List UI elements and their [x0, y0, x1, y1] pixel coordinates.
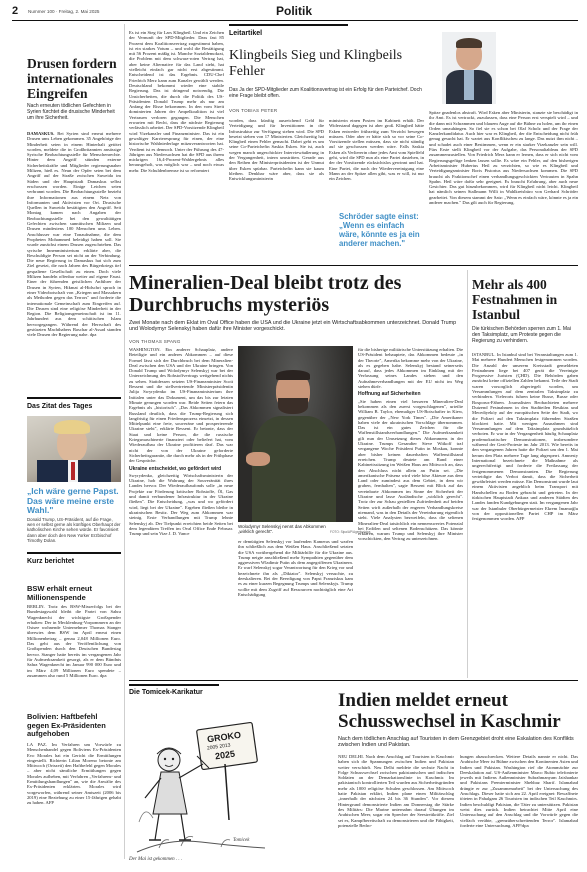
cartoon-svg [129, 702, 269, 854]
cartoon-artist-signature: Tomicek [233, 838, 250, 843]
drusen-teaser: Nach erneuten tödlichen Gefechten in Syrien fürchtet die drusische Minderheit um ihre Sicherheit. [27, 103, 115, 121]
cartoon-sign-bottom: 2025 [214, 748, 236, 762]
page-number: 2 [12, 5, 19, 17]
zitat-bar [27, 397, 121, 399]
column-divider [124, 24, 125, 859]
leitartikel-kicker: Leitartikel [229, 30, 263, 37]
rohstoff-headline: Mineralien-Deal bleibt trotz des Durchbruchs mysteriös [129, 272, 402, 316]
zitat-quote: „Ich wäre gerne Papst. Das wäre meine erste Wahl." [27, 486, 119, 515]
indien-teaser: Nach dem tödlichen Anschlag auf Touristen in dem Grenzgebiet droht eine Eskalation des Konflikts zwischen Indien und Pakistan. [338, 736, 574, 749]
kurz-kicker: Kurz berichtet [27, 558, 75, 565]
istanbul-divider [467, 270, 468, 678]
leitartikel-col-a: worden, dass künftig ausreichend Geld für Verteidigung und für Investitionen in die Infrastruktur zur Verfügung stehen wird. Die SPD besetzt sieben von 17 Ministerien. Gleichzeitig hat Klingbeil einen Fehler gemacht. Dabei geht es um seine Co-Parteichefin Saskia Esken. Sie ist, auch wegen manch ungeschickter Interviewäußerung in der Vergangenheit, intern umstritten. Gerade aus den Reihen der Ministerpräsidenten ist der Unmut über Esken spürbar. Parteichefin kann sie kaum bleiben. Denkbar wäre aber, dass sie als Entwicklungsministerin [229, 118, 324, 182]
selenskyj-caption: Wolodymyr Selenskyj nennt das Abkommen „wirklich gerecht". [238, 524, 326, 535]
drusen-headline: Drusen fordern internationales Eingreifen [27, 56, 117, 101]
leitartikel-teaser: Das Ja der SPD-Mitglieder zum Koalitionsvertrag ist ein Erfolg für den Parteichef. Doch eine Frage bleibt offen. [229, 87, 422, 99]
selenskyj-photo [238, 346, 353, 522]
leitartikel-col-c: Spitze gnadenlos abstraft. Wird Esken aber Ministerin, stanzte sie beschädigt in ihr Amt. Es ist vertrackt, zuzulassen, dass eine Person erst verspielt wird – und die dann mit Schrammen und blauem Auge auf die Bühne zu holen, um ihr einen Orden umzuhängen. So fiel sie es schon bei Olaf Scholz und der Frage der Kanzlerkandidatur. Auch hier war es Klingbeil, der die Entscheidung nicht früh genug gesucht hat. Er wartet aus Konfliktscheu zu lange. Das nutzt ihm nicht – und schadet auch einer Bestimmen, wenn er ein starker Vizekanzler sein will. Fürs Erste stellt Klingbeil vor der Aufgabe, das Personaltableau der SPD zusammenzustellen. Von Friedrich Merz kann er lernen, dass er sich nicht vom Regierungsgefüge lenken lassen sollte. Es wäre ein Fehler, auf den bisherigen Arbeitsminister Hubertus Heil zu verzichten, so wie es Klingbeil und Verteidigungsminister Boris Pistorius aus Niedersachsen kommen. Die SPD braucht als Fraktionschef einen verhandlungsgeschickten Vertrauten in Spahn Spahn. Heil wäre dafür sehr geeignet. Es braucht Erfahrung, aber auch neue Gesichter. Das gut hinzubekommen, wird für Klingbeil nicht leicht. Klingbeil hat nämlich seinen Stallmann Willi in Wahlkreisbüro von Gerhard Schröder gearbeitet. Von diesem stammt der Satz: „Wenn es einfach wäre, könnte es ja ein anderer machen." Das gilt auch für Regierung. [429, 110, 578, 206]
rohstoff-teaser: Zwei Monate nach dem Eklat im Oval Office haben die USA und die Ukraine jetzt ein Wirtschaftsabkommen unterzeichnet. Donald Trump und Wolodymyr Selenskyj haben dafür ihre Minister vorgeschickt. [129, 320, 457, 333]
cartoon-sign-top: GROKO [206, 729, 242, 745]
zitat-attribution: Donald Trump, US-Präsident, auf die Frage, wen er selbst gerne als künftiges Oberhaupt der katholischen Kirche sehen würde. Er favorisiert dann aber doch den New Yorker Erzbischof Timothy Dolan. [27, 517, 121, 543]
leitartikel-headline: Klingbeils Sieg und Klingbeils Fehler [229, 48, 403, 79]
drusen-body: DAMASKUS. Bei Syrien sind erneut mehrere Drusen ums Leben gekommen. 35 Angehörige der Minderheit seien in einem Hinterhalt getötet worden, meldete die in Großbritannien ansässige Syrische Beobachtungsstelle für Menschenrechte. Hinter dem Angriff stünden externe Sicherheitskräfte und Mitglieder regierungsnaher Milizen, hieß es. Neun der Opfer seien bei dem Angriff auf der Straße zwischen Suweida im Süden und der Hauptstadt Damaskus selbst erschossen worden. Einige Leichen seien verbrannt worden. Die Beobachtungsstelle bezieht ihre Informationen aus einem Netz von Informanten und Aktivisten vor Ort. Drusische Quellen in Suweida bestätigten den Angriff. Seit Montag kamen nach Angaben der Beobachtungsstelle bei den gewalttätigen Gefechten zwischen sunnitischen Milizen und Drusen mindestens 100 Menschen ums Leben. Anschlusser war eine Tonaufnahme, die dem Propheten Mohammed beleidigt haben soll. Sie wurde zunächst einem Drusen zugeschrieben. Das syrische Innenministerium erklärte aber, die Beschuldigte Person sei nicht an der Verbindung. Die neue Regierung in Damaskus hat sich zum Ziel gesetzt, die nach Jahren des Bürgerkriegs tief gespaltene Gesellschaft zu einen. Doch viele Milizen handeln offenbar weiter auf eigene Faust. Einer der führenden geistlichen Anführer der Drusen in Syrien, Hikmat al-Hidschri sprach in einer Videobotschaft von „Kriegen und Massakern als Methoden gegen das Terrors" und forderte die internationale Gemeinschaft zum Eingreifen auf. Die Drusen sind eine religiöse Minderheit in der Region. Die Religionsgemeinschaft ist im 11. Jahrhundert aus dem schiitischen Islam hervorgegangen. Während der Herrschaft des gestürzten Machthabers Baschar al-Assad standen viele Drusen der Regierung nahe. dpa [27, 131, 121, 338]
header-rule [12, 20, 578, 21]
kurz-body-1: BERLIN. Trotz des BSW-Misserfolgs bei der Bundestagswahl bleibt die Partei von Sahra Wagenknecht der wichtigste Großspender erhalten: Der in Mecklenburg-Vorpommern an der Ostsee wohnende Unternehmer Thomas Stanger überwies dem BSW im April erneut einen Millionenbetrag – genau 2,048 Millionen Euro. Das geht aus der Veröffentlichung von Großspenden durch den Deutschen Bundestag hervor. Stanger hatte bereits im vergangenen Jahr für Aufmerksamkeit gesorgt, als er dem Bündnis Sahra Wagenknecht im Januar 990 000 Euro und im März 4,09 Millionen Euro spendete – zusammen also rund 5 Millionen Euro. dpa [27, 604, 121, 678]
section-title: Politik [276, 4, 313, 18]
trump-photo [27, 416, 121, 482]
rohstoff-subhead-1: Ukraine entscheidet, wo gefördert wird [129, 465, 222, 472]
rohstoff-col-1: WASHINGTON. Ein anderer Schauplatz, andere Beteiligte und ein anderes Abkommen – auf diese Formel lässt sich der Durchbruch bei dem Mineralien-Deal zwischen den USA und der Ukraine bringen. Von Donald Trump und Wolodymyr Selenskyj war bei der Unterzeichnung des Rohstoffvertrags weitgehend nichts zu sehen. Stattdessen setzten US-Finanzminister Scott Bessent und die stellvertretende Ministerpräsidentin Julija Swyrydenko im US-Finanzministerium ihre Initialen unter das Dokument, um das bis zur letzten Minute gerungen worden war. Beide Seiten feiern das Ergebnis als „historisch". „Das Abkommen signalisiert Russland deutlich, dass die Trump-Regierung sich langfristig für einen Friedensprozess einsetzt, in dessen Mittelpunkt eine freie, souveräne und prosperierende Ukraine steht", erklärte Bessent. Er betonte, dass der Staat und keine Person, die die russische Kriegsmaschinerie finanziert oder beliefert hat, vom Wiederaufbau der Ukraine profitieren darf. Das war nicht der von der Ukraine geforderte Sicherheitsgarantie, die durch mehr als in der Frühphase der Gespräche. Ukraine entscheidet, wo gefördert wird Swyrydenko, gleichzeitig Wirtschaftsministerin der Ukraine, hob die Wahrung der Souveränität ihres Landes hervor. Der Wiederaufbaufonds solle „in neue Projekte zur Förderung kritischer Rohstoffe, Öl, Gas und damit verbundener Infrastruktur in der Ukraine fließen". Die Entscheidung, „was und wo gefördert wird, liegt bei der Ukraine". Ergeben fließen bleibe in ukrainischen Besitz. Der Weg zum Abkommen war steinig. Erste Verhandlungen mit Trump lehnte Selenskyj ab. Der Tiefpunkt erreichten beide Seiten bei dem legendären Treffen im Oval Office Ende Februar. Trump und sein Vize J. D. Vance [129, 347, 233, 537]
leitartikel-col-b: ministerin einen Posten im Kabinett erhält. Der Widerstand dagegen ist aber groß. Klingbeil hätte Esken entweder frühzeitig zum Verzicht bewegen müssen. Oder aber er hätte sich so vor seine Co-Vorsitzende stellen müssen, dass sie nicht ständig auf sie geschossen werden wäre. Falls Saskia Esken als Verliererin ohne jedes Amt vom Spielfeld geht, wird die SPD nun als eine Partei dastehen, in der der Vorsitzende rücksichtslos gewinnt und hat. Eine Partei, die nach der Wiedervereinigung eine Mann an der Spitze allen gibt, was er will, ist nur ein Zeichen. [329, 118, 424, 182]
author-photo [442, 32, 496, 104]
date-line: Nummer 100 · Freitag, 2. Mai 2025 [28, 9, 100, 14]
cartoon-sign-mid: 2005 2013 [206, 742, 231, 752]
kurz-body-2: LA PAZ. Im Verfahren um Vorwürfe zu Menschenhandel gegen Boliviens Ex-Präsidenten Evo Morales hat ein Gericht die Ermittlungen eingestellt. Richterin Lilian Moreno betonte am Mittwoch (Ortszeit) den Haftbefehl gegen Morales – aber nicht sämtliche Ermittlungen gegen Morales aufheben, mit Verfahren „Verfahrens- und Ermittlungshandlungen" an, wie die Anwälte des Ex-Präsidenten erklärten. Morales wird vorgeworfen, während seiner Amtszeit (2006 bis 2019) eine Beziehung zu einer 15-Jährigen gehabt zu haben. AFP [27, 742, 121, 806]
kurz-headline-2: Bolivien: Haftbefehl gegen Ex-Präsidenten aufgehoben [27, 712, 106, 738]
kurz-bar [27, 552, 121, 554]
karikatur-kicker: Die Tomicek-Karikatur [129, 689, 203, 696]
cartoon-drawing [129, 702, 269, 854]
leitartikel-column-start: Es ist ein Sieg für Lars Klingbeil. Und ein Zeichen der Vernunft der SPD-Mitglieder. Dass fast 85 Prozent dem Koalitionsvertrag zugestimmt haben, ist ein starkes Votum – und wohl die Bestätigung mit 56 Prozent mäßig ist. Manche Sozialdemokrat, die Problem mit dem schwarz-roten Vertrag hat, aber keine Alternative für das Land sieht, hat vielleicht einfach gar nicht erst abgestimmt. Entscheidend ist das Ergebnis. CDU-Chef Friedrich Merz kann zum Kanzler gewählt werden. Deutschland bekommt wieder eine stabile Regierung. Das ist dringend notwendig. Die Unsicherheiten, die durch die Politik des US-Präsidenten Donald Trump mehr als nur am Anfang der Risse bekommen. In den vom Streit dominierten Jahren der Ampelkoalition ist viel Vertrauen verloren gegangen. Die Menschen erwarten mit Recht, dass die nächste Regierung verlässlich arbeitet. Der SPD-Vorsitzende Klingbeil wird Vizekanzler und Finanzminister. Das ist ein gewaltiger Karrieresprung für einen, der eine historische Wahlniederlage mitzuverantworten hat. Verdient ist es dennoch. Unter der Führung des 47-Jährigen aus Niedersachsen hat die SPD aus ihrem mickrigen 16,4-Prozent-Wahlergebnis alles herausgeholt, was möglich war – und noch etwas mehr. Die Schuldenbremse ist so reformiert [129, 30, 224, 173]
rohstoff-col-2: er demütigten Selenskyj vor laufenden Kameras und warfen ihn schließlich aus dem Weißen Haus. Anschließend setzten die USA vorübergehend die Militärhilfe für die Ukraine aus. Trump neigte anschließend mehr Sympathien gegenüber dem aggressiven Wladimir Putin als dem angegriffenen Ukrainern. Er warf Selenskyj sogar Verantwortung für den Krieg vor und bezeichnete ihn als „Diktator". Selenskyj versuchte, zu deeskalieren. Bei der Beerdigung von Papst Franziskus kam es zu einer kurzen Begegnung Trumps und Selenskyjs. Trump wollte mit dem Zugriff auf Ressourcen nachträglich eine Art Entschädigung [238, 539, 353, 597]
rohstoff-col-3: für die bisherige militärische Unterstützung erhalten. Die US-Präsident behauptete, das Abkommen bedeute „in der Theorie", Amerika bekomme mehr von der Ukraine, als es gegeben habe. Selenskyj bestand seinerseits darauf, dass jedes Abkommen im Einklang mit der Verfassung seines Landes stehen und den Aufnahmeverhandlungen mit der EU nicht im Weg stehen dürfe. Hoffnung auf Sicherheiten „Sie haben einen viel besseren Mineralien-Deal bekommen als den zuerst vorgeschlagenen", urteilte William B. Taylor, ehemaliger US-Botschafter in Kiew, gegenüber der „New York Times". „Die Amerikaner haben viele der ukrainischen Vorschläge übernommen. Das ist ein gutes Zeichen für die Waffenstillstandsverhandlungen." Die Aufmerksamkeit gilt nun der Umsetzung dieses Abkommens in der Ukraine. Trumps Gesandter Steve Witkoff traf vergangene Woche Präsident Putin in Moskau, konnte aber bisher keinen dauerhaften Waffenstillstand erreichen. Trump deutete am Rand einer Kabinettssitzung im Weißen Haus am Mittwoch an, dass den Abschluss nicht allein an Putin sei. „Die amerikanische Präsenz wird viele böse Akteure aus dem Land oder zumindest aus dem Gebiet, in dem wir graben, fernhalten", sagte Bessent mit Blick auf das vereinbarte Abkommen im Sinne der Sicherheit der Ukraine und lasse Ausländische „wirklich gerecht". Trotz der zur Schau gestellten Zufriedenheit auf beiden Seiten wirft außerhalb der engeren Verhandlungskreise niemand, was in den Details der Vereinbarung eigentlich steht. Viele Analysten bezweifeln, dass die seltenen Mineralien-Deal tatsächlich ein nennenswertes Potenzial bei Erdölen und seltenen Bodenschätzen. Das könnte erklären, warum Trump und Selenskyj ihre Minister vorschickten, den Vertrag zu unterzeichnen. [358, 347, 463, 542]
karikatur-caption: Der Mai ist gekommen . . . [129, 857, 183, 862]
istanbul-headline: Mehr als 400 Festnahmen in Istanbul [472, 277, 558, 322]
indien-headline: Indien meldet erneut Schusswechsel in Kaschmir [338, 690, 561, 732]
selenskyj-credit: FOTO: Sipa/AP/Agentur/dpa [330, 530, 371, 534]
indien-col-2: hungen abzuschrecken. Weitere Details nannte er nicht. Das Arabische Meer ist Bühne zwischen den Kontinenten Asien und Indien und Pakistan. Washington rief die Atommächte zur Deeskalation auf. US-Außenminister Marco Rubio telefonierte jeweils mit Indiens Außenminister Subrahmanyam Jaishankar und Pakistans Premierminister Shehbaz Sharif. Islamabad drängte er zur „Zusammenarbeit" bei der Untersuchung des Anschlags. Dieser hatte sich am 22. April ereignet: Bewaffnete töteten in Pahalgam 26 Touristen im indischen Teil Kaschmirs. Indien beschuldigt Pakistan, die Täter zu unterstützen. Pakistan weist dies zurück. Indien betrachtet Mitte April eine Untersuchung auf den Anschlag und die Vorwürfe gegen die vielfach verübte, „grenzüberschreitenden Terror". Islamabad forderte eine Untersuchung. AFP/dpa [460, 754, 578, 828]
istanbul-teaser: Die türkischen Behörden sperren zum 1. Mai den Taksimplatz, um Proteste gegen die Regierung zu verhindern. [472, 326, 571, 344]
rohstoff-subhead-2: Hoffnung auf Sicherheiten [358, 391, 421, 398]
zitat-kicker: Das Zitat des Tages [27, 403, 93, 410]
leitartikel-byline: VON TOBIAS PETER [229, 108, 278, 113]
bottom-section-rule [129, 680, 578, 681]
kurz-headline-1: BSW erhält erneut Millionenspende [27, 584, 93, 602]
istanbul-body: ISTANBUL. In Istanbul sind bei Veranstaltungen zum 1. Mai mehrere Hundert Menschen festgenommen worden. Die Anzahl der unserem Kreisstadt gemeldeten Festnahmen liege bei 407 gerät die Vereinigte Progressive Juristen (ÇHD). Die Behörden gaben zunächst keine offiziellen Zahlen bekannt. Teile der Stadt waren vorsorglich abgeriegelt worden, um Versammlungen auf dem zentralen Taksimplatz zu verhindern. Vielerorts fuhren keine Busse, Busse oder Bosporus-Fähren. Journalisten Beobachteten mehrere Dutzend Festnahmen in den Stadtteilen Besiktas und Mecediyeköy auf der europäischen Seite der Stadt, wo die Polizei auf den Taksimplatz führenden Straßen blockiert hatte. Mit wenigen Ausnahmen sind Versammlungen auf dem Taksimplatz grundsätzlich verboten. Er war in der Vergangenheit häufig Schauplatz prodemokratischer Demonstrationen, insbesondere während der Gezi-Proteste im Jahr 2013. Wie bereits in den vergangenen Jahren hatte die Polizei um den 1. Mai herum den Platz mehrere Tage lang abgesperrt. Amnesty International bezeichnete die Maßnahme als ungerechtfertigt und forderte die Freilassung der festgenommenen Demonstranten. Die Regierung verteidigte das Verbot damit, dass die Sicherheit gewährleistet werden müsse. Ein Demonstrant wurde laut einem Aktivisten angeblich beim Transport mit Handschellen zu Boden gebracht und getreten. In der türkischen Hauptstadt Ankara und anderen Städten des Landes fanden Kundgebungen statt. Im vergangenen Jahr war der Istanbuler Oberbürgermeister Ekrem İmamoğlu von der oppositionellen Partei CHP im März festgenommen worden. AFP [472, 352, 578, 522]
leitartikel-pullquote: Schröder sagte einst: „Wenn es einfach wäre, könnte es ja ein anderer machen." [339, 212, 420, 248]
top-section-rule [129, 265, 578, 266]
indien-col-1: NEU DELHI. Nach dem Anschlag auf Touristen in Kaschmir haben sich die Spannungen zwischen Indien und Pakistan weiter verschärft. Neu Delhi meldete die sechste Nacht in Folge Schusswechsel zwischen pakistanischen und indischen Soldaten an der Demarkationslinie in Kaschmir. Im pakistanisch kontrollierten Teil wurden aus Sicherheitsgründen mehr als 1000 religiöse Schulen geschlossen. Am Mittwoch hatte Pakistan erklärt, Indien plane einen Militärschlag „innerhalb der nächsten 24 bis 36 Stunden". Vor diesem Hintergrund demonstrierte Indien am Donnerstag die Stärke des Militärs: Die Marine unternahm darauf Übungen im Arabischen Meer, sogar ein Sprecher der Seestreitkräfte. Ziel sei es, Kampfbereitschaft zu demonstrieren und die Fähigkeit, potenzielle Bedro- [338, 754, 454, 828]
karikatur-bar [129, 684, 219, 686]
rohstoff-byline: VON THOMAS SPANG [129, 339, 181, 344]
leitartikel-bar [229, 24, 348, 26]
